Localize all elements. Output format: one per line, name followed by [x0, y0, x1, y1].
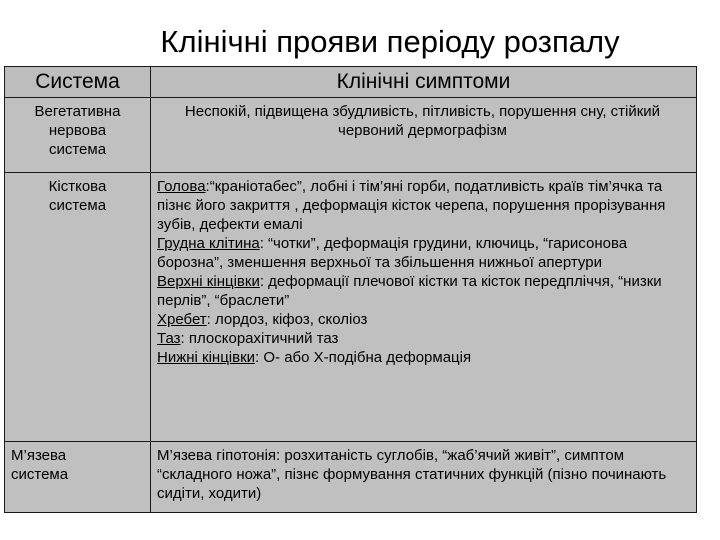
symptom-text: : О- або Х-подібна деформація	[255, 349, 472, 366]
system-cell	[5, 98, 151, 173]
symptom-text: :“краніотабес”, лобні і тім’яні горби, податливість країв тім’ячка та пізнє його закриття , деформація кісток черепа, порушення прорізування зубів, дефекти емалі	[157, 178, 666, 233]
system-cell	[5, 442, 151, 513]
symptoms-cell	[151, 173, 697, 442]
symptom-item	[157, 272, 688, 310]
symptom-text: : лордоз, кіфоз, сколіоз	[206, 311, 368, 328]
table-row	[5, 98, 697, 173]
symptoms-table	[4, 66, 697, 513]
symptom-text: : деформації плечової кістки та кісток передпліччя, “низки перлів”, “браслети”	[157, 273, 662, 309]
symptom-label: Верхні кінцівки	[157, 273, 260, 290]
symptom-label: Голова	[157, 178, 206, 195]
system-name-line: система	[11, 466, 69, 483]
symptom-text: : “чотки”, деформація грудини, ключиць, “гарисонова борозна”, зменшення верхньої та збільшення нижньої апертури	[157, 235, 628, 271]
table-header-row	[5, 67, 697, 98]
symptom-text: : плоскорахітичний таз	[180, 330, 339, 347]
table-row	[5, 442, 697, 513]
header-system: Система	[5, 67, 151, 98]
system-name-line: нервова	[48, 122, 107, 139]
symptom-label: Хребет	[157, 311, 207, 328]
symptom-label: Грудна клітина	[157, 235, 260, 252]
table-row	[5, 173, 697, 442]
system-name-line: система	[48, 141, 107, 158]
symptoms-cell: М’язева гіпотонія: розхитаність суглобів, “жаб’ячий живіт”, симптом “складного ножа”, пізнє формування статичних функцій (пізно починають сидіти, ходити)	[151, 442, 697, 513]
symptom-label: Нижні кінцівки	[157, 349, 256, 366]
system-name-line: система	[48, 197, 107, 214]
symptom-item	[157, 310, 688, 329]
system-name-line: М’язева	[11, 447, 67, 464]
symptoms-cell: Неспокій, підвищена збудливість, пітливість, порушення сну, стійкий червоний дермографізм	[151, 98, 697, 173]
symptom-item	[157, 348, 688, 367]
symptom-item	[157, 234, 688, 272]
system-name-line: Кісткова	[48, 178, 107, 195]
symptom-item	[157, 177, 688, 234]
system-name-line: Вегетативна	[34, 103, 121, 120]
slide-title: Клінічні прояви періоду розпалу	[160, 24, 620, 59]
symptom-item	[157, 329, 688, 348]
symptom-label: Таз	[157, 330, 181, 347]
header-symptoms: Клінічні симптоми	[151, 67, 697, 98]
system-cell	[5, 173, 151, 442]
